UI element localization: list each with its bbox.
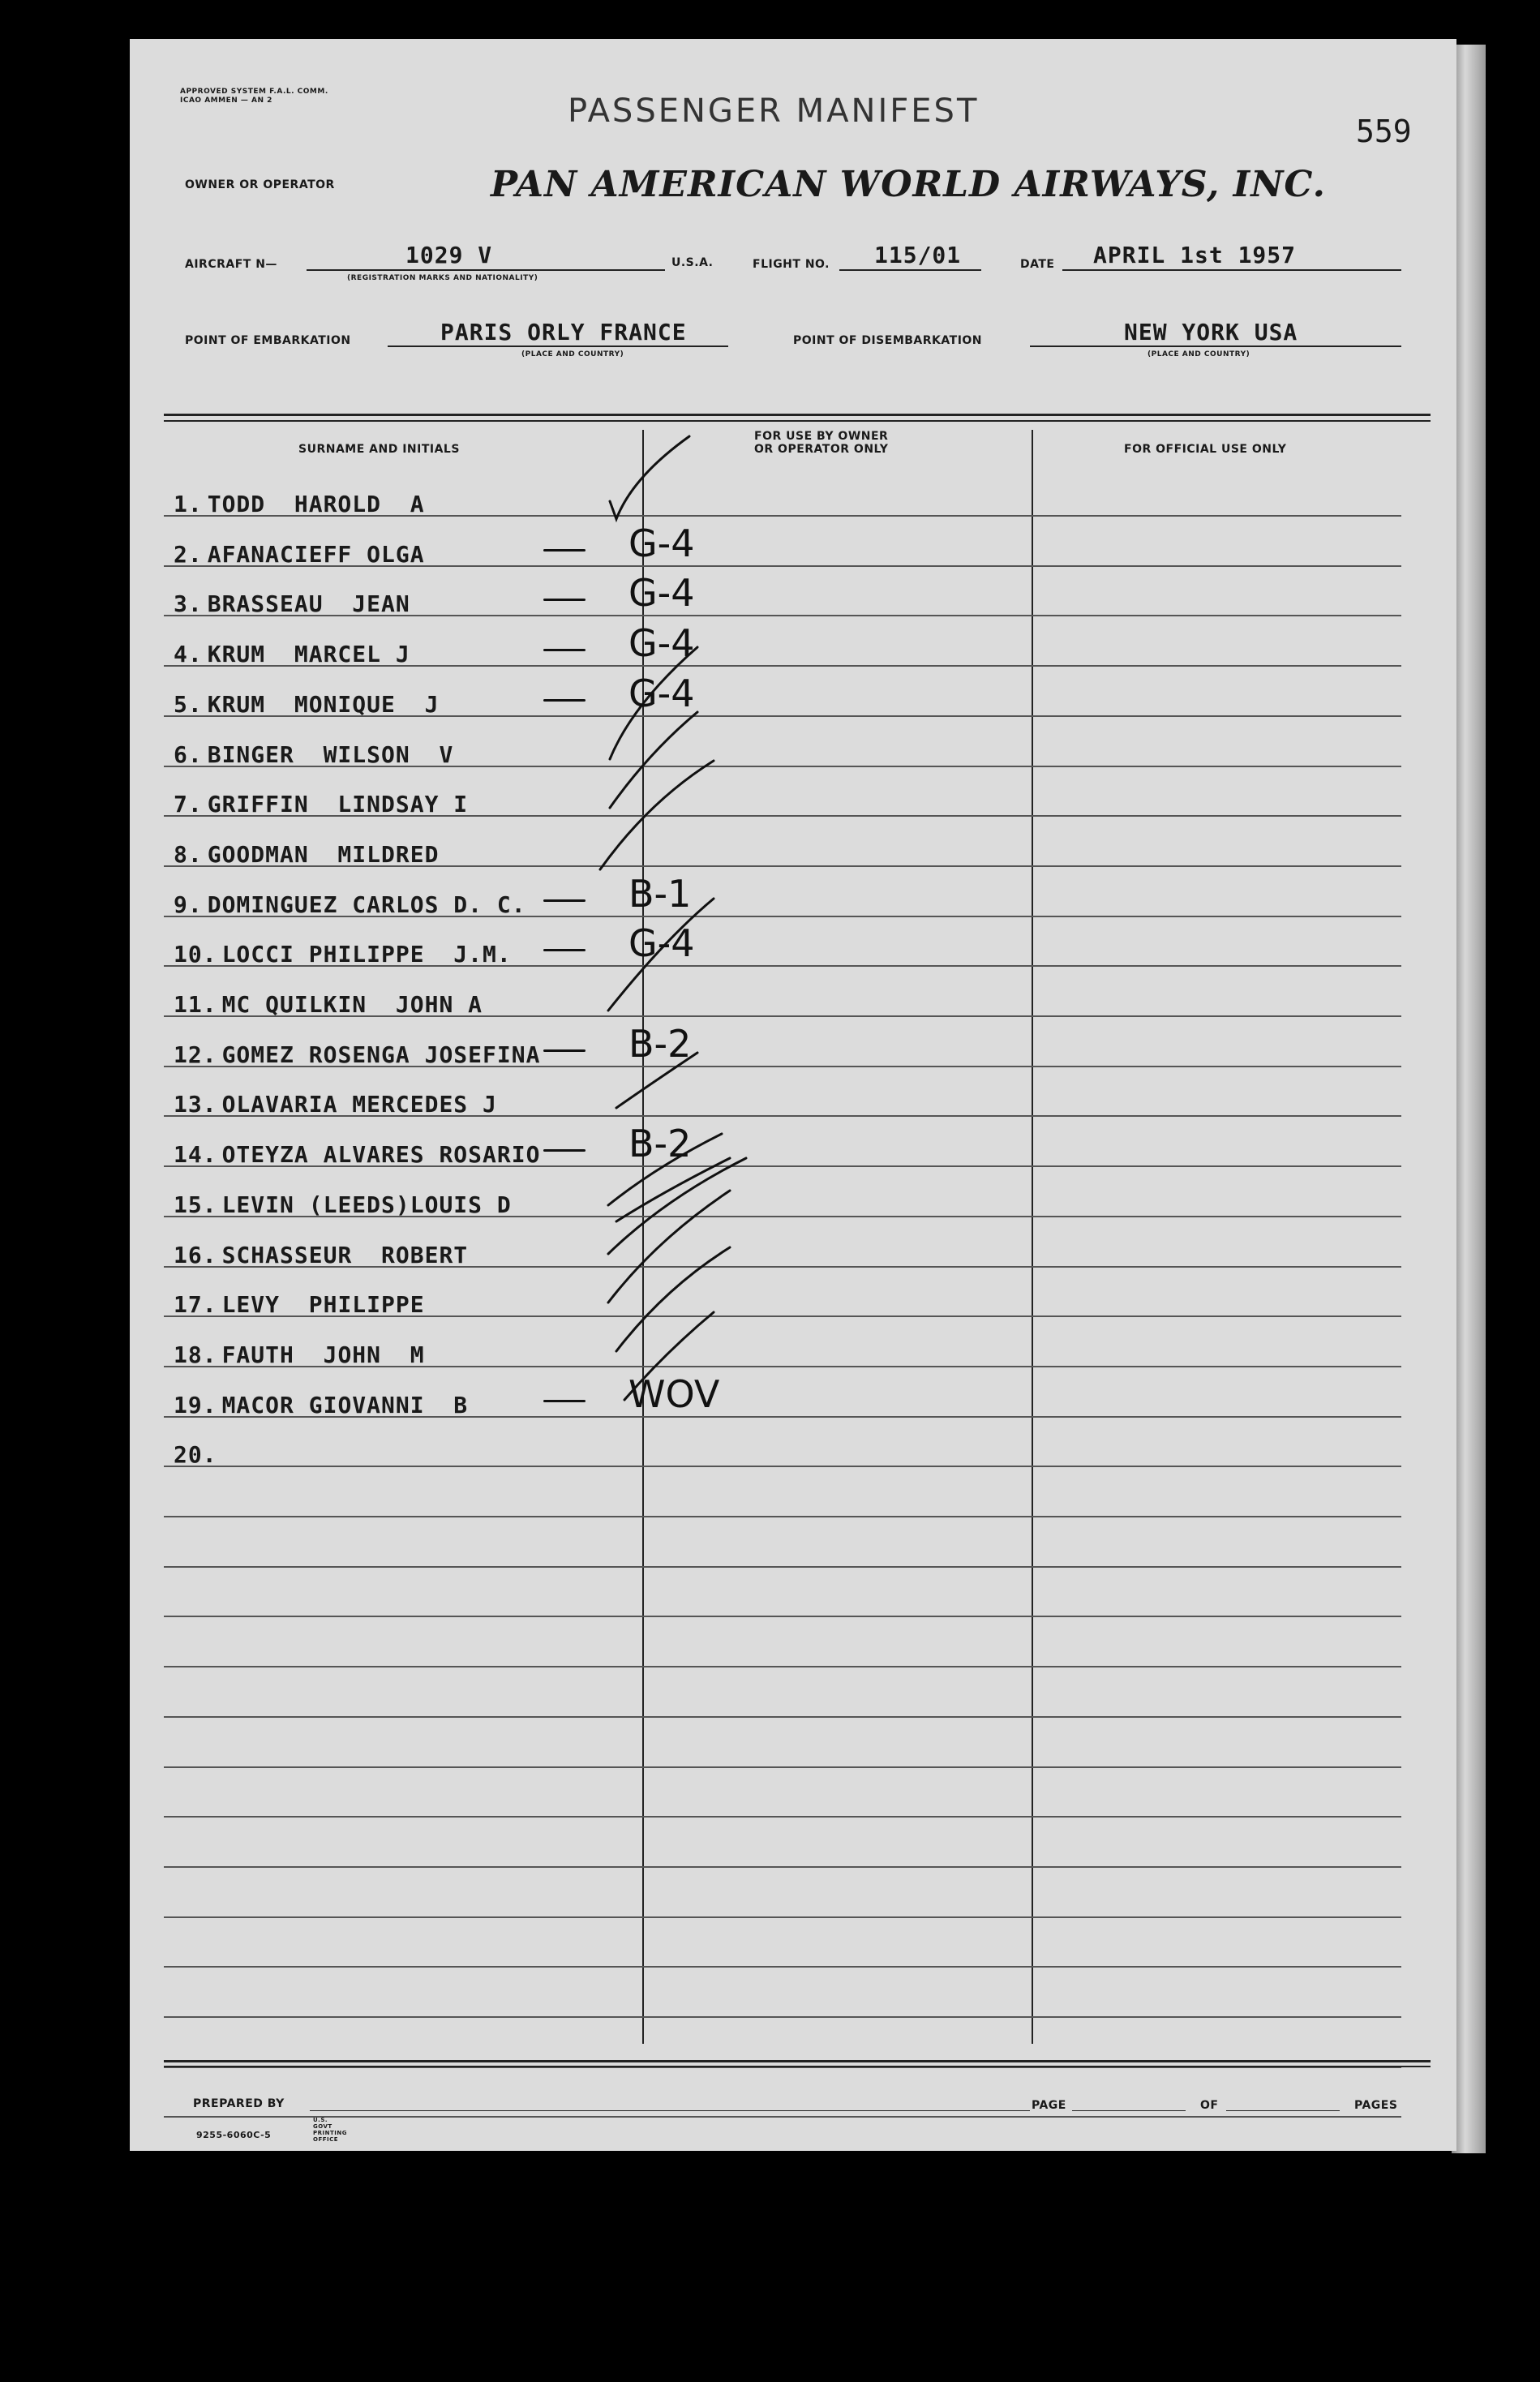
passenger-name: KRUM MONIQUE J: [207, 691, 440, 718]
passenger-number: 15.: [174, 1191, 217, 1218]
passenger-number: 5.: [174, 691, 203, 718]
of-label: OF: [1200, 2099, 1219, 2112]
passenger-name: KRUM MARCEL J: [207, 641, 410, 667]
flight-value: 115/01: [874, 242, 962, 268]
passenger-name: DOMINGUEZ CARLOS D. C.: [207, 891, 526, 918]
page-edge-shadow: [1452, 45, 1486, 2153]
date-label: DATE: [1020, 258, 1055, 271]
handwritten-code: B-2: [628, 1022, 692, 1066]
passenger-number: 14.: [174, 1141, 217, 1168]
disembarkation-value: NEW YORK USA: [1124, 319, 1298, 345]
page-number: 559: [1356, 114, 1412, 149]
passenger-number: 17.: [174, 1291, 217, 1318]
passenger-number: 9.: [174, 891, 203, 918]
handwritten-code: B-2: [628, 1122, 692, 1165]
passenger-number: 6.: [174, 741, 203, 768]
passenger-name: TODD HAROLD A: [207, 491, 425, 517]
passenger-name: SCHASSEUR ROBERT: [221, 1242, 469, 1268]
passenger-name: BRASSEAU JEAN: [207, 590, 410, 617]
passenger-number: 10.: [174, 941, 217, 968]
handwritten-code: G-4: [628, 521, 695, 565]
passenger-name: LEVIN (LEEDS)LOUIS D: [221, 1191, 512, 1218]
page-label: PAGE: [1032, 2099, 1066, 2112]
passenger-number: 8.: [174, 841, 203, 868]
passenger-number: 2.: [174, 541, 203, 568]
handwritten-code: G-4: [628, 672, 695, 715]
prepared-by-label: PREPARED BY: [193, 2097, 285, 2110]
passenger-number: 12.: [174, 1041, 217, 1068]
embarkation-label: POINT OF EMBARKATION: [185, 334, 351, 347]
passenger-number: 18.: [174, 1341, 217, 1368]
aircraft-value: 1029 V: [405, 242, 493, 268]
handwritten-code: G-4: [628, 621, 695, 665]
passenger-number: 4.: [174, 641, 203, 667]
column-owner-line2: OR OPERATOR ONLY: [754, 443, 889, 456]
manifest-sheet: [130, 39, 1456, 2151]
passenger-number: 1.: [174, 491, 203, 517]
approval-stamp: APPROVED SYSTEM F.A.L. COMM. ICAO AMMEN — AN 2: [180, 88, 328, 105]
flight-label: FLIGHT NO.: [753, 258, 830, 271]
aircraft-label: AIRCRAFT N—: [185, 258, 277, 271]
passenger-name: MC QUILKIN JOHN A: [221, 991, 483, 1018]
passenger-name: LOCCI PHILIPPE J.M.: [221, 941, 512, 968]
gpo-mark: U.S. GOVT PRINTING OFFICE: [313, 2117, 347, 2143]
embarkation-caption: (PLACE AND COUNTRY): [521, 350, 624, 358]
handwritten-code: G-4: [628, 921, 695, 965]
passenger-number: 19.: [174, 1392, 217, 1418]
date-value: APRIL 1st 1957: [1093, 242, 1297, 268]
passenger-name: OTEYZA ALVARES ROSARIO: [221, 1141, 541, 1168]
passenger-name: BINGER WILSON V: [207, 741, 454, 768]
aircraft-caption: (REGISTRATION MARKS AND NATIONALITY): [347, 274, 538, 282]
passenger-number: 20.: [174, 1441, 217, 1468]
passenger-name: GOODMAN MILDRED: [207, 841, 440, 868]
passenger-number: 16.: [174, 1242, 217, 1268]
usa-label: U.S.A.: [671, 256, 714, 269]
form-title: PASSENGER MANIFEST: [568, 92, 980, 130]
column-owner-line1: FOR USE BY OWNER: [754, 430, 889, 443]
handwritten-code: B-1: [628, 872, 692, 916]
column-surname: SURNAME AND INITIALS: [298, 443, 460, 456]
passenger-name: FAUTH JOHN M: [221, 1341, 425, 1368]
form-code: 9255-6060C-5: [196, 2130, 272, 2140]
passenger-name: AFANACIEFF OLGA: [207, 541, 425, 568]
column-official: FOR OFFICIAL USE ONLY: [1124, 443, 1287, 456]
disembarkation-label: POINT OF DISEMBARKATION: [793, 334, 983, 347]
passenger-number: 7.: [174, 791, 203, 818]
passenger-name: GOMEZ ROSENGA JOSEFINA: [221, 1041, 541, 1068]
airline-name: PAN AMERICAN WORLD AIRWAYS, INC.: [491, 164, 1326, 205]
passenger-number: 3.: [174, 590, 203, 617]
passenger-name: GRIFFIN LINDSAY I: [207, 791, 469, 818]
handwritten-code: WOV: [628, 1372, 720, 1416]
passenger-name: MACOR GIOVANNI B: [221, 1392, 469, 1418]
handwritten-checkmarks: [130, 39, 1456, 2151]
passenger-name: LEVY PHILIPPE: [221, 1291, 425, 1318]
owner-label: OWNER OR OPERATOR: [185, 178, 335, 191]
disembarkation-caption: (PLACE AND COUNTRY): [1147, 350, 1250, 358]
embarkation-value: PARIS ORLY FRANCE: [440, 319, 687, 345]
passenger-name: OLAVARIA MERCEDES J: [221, 1091, 497, 1118]
pages-label: PAGES: [1354, 2099, 1398, 2112]
handwritten-code: G-4: [628, 571, 695, 615]
passenger-number: 11.: [174, 991, 217, 1018]
passenger-number: 13.: [174, 1091, 217, 1118]
